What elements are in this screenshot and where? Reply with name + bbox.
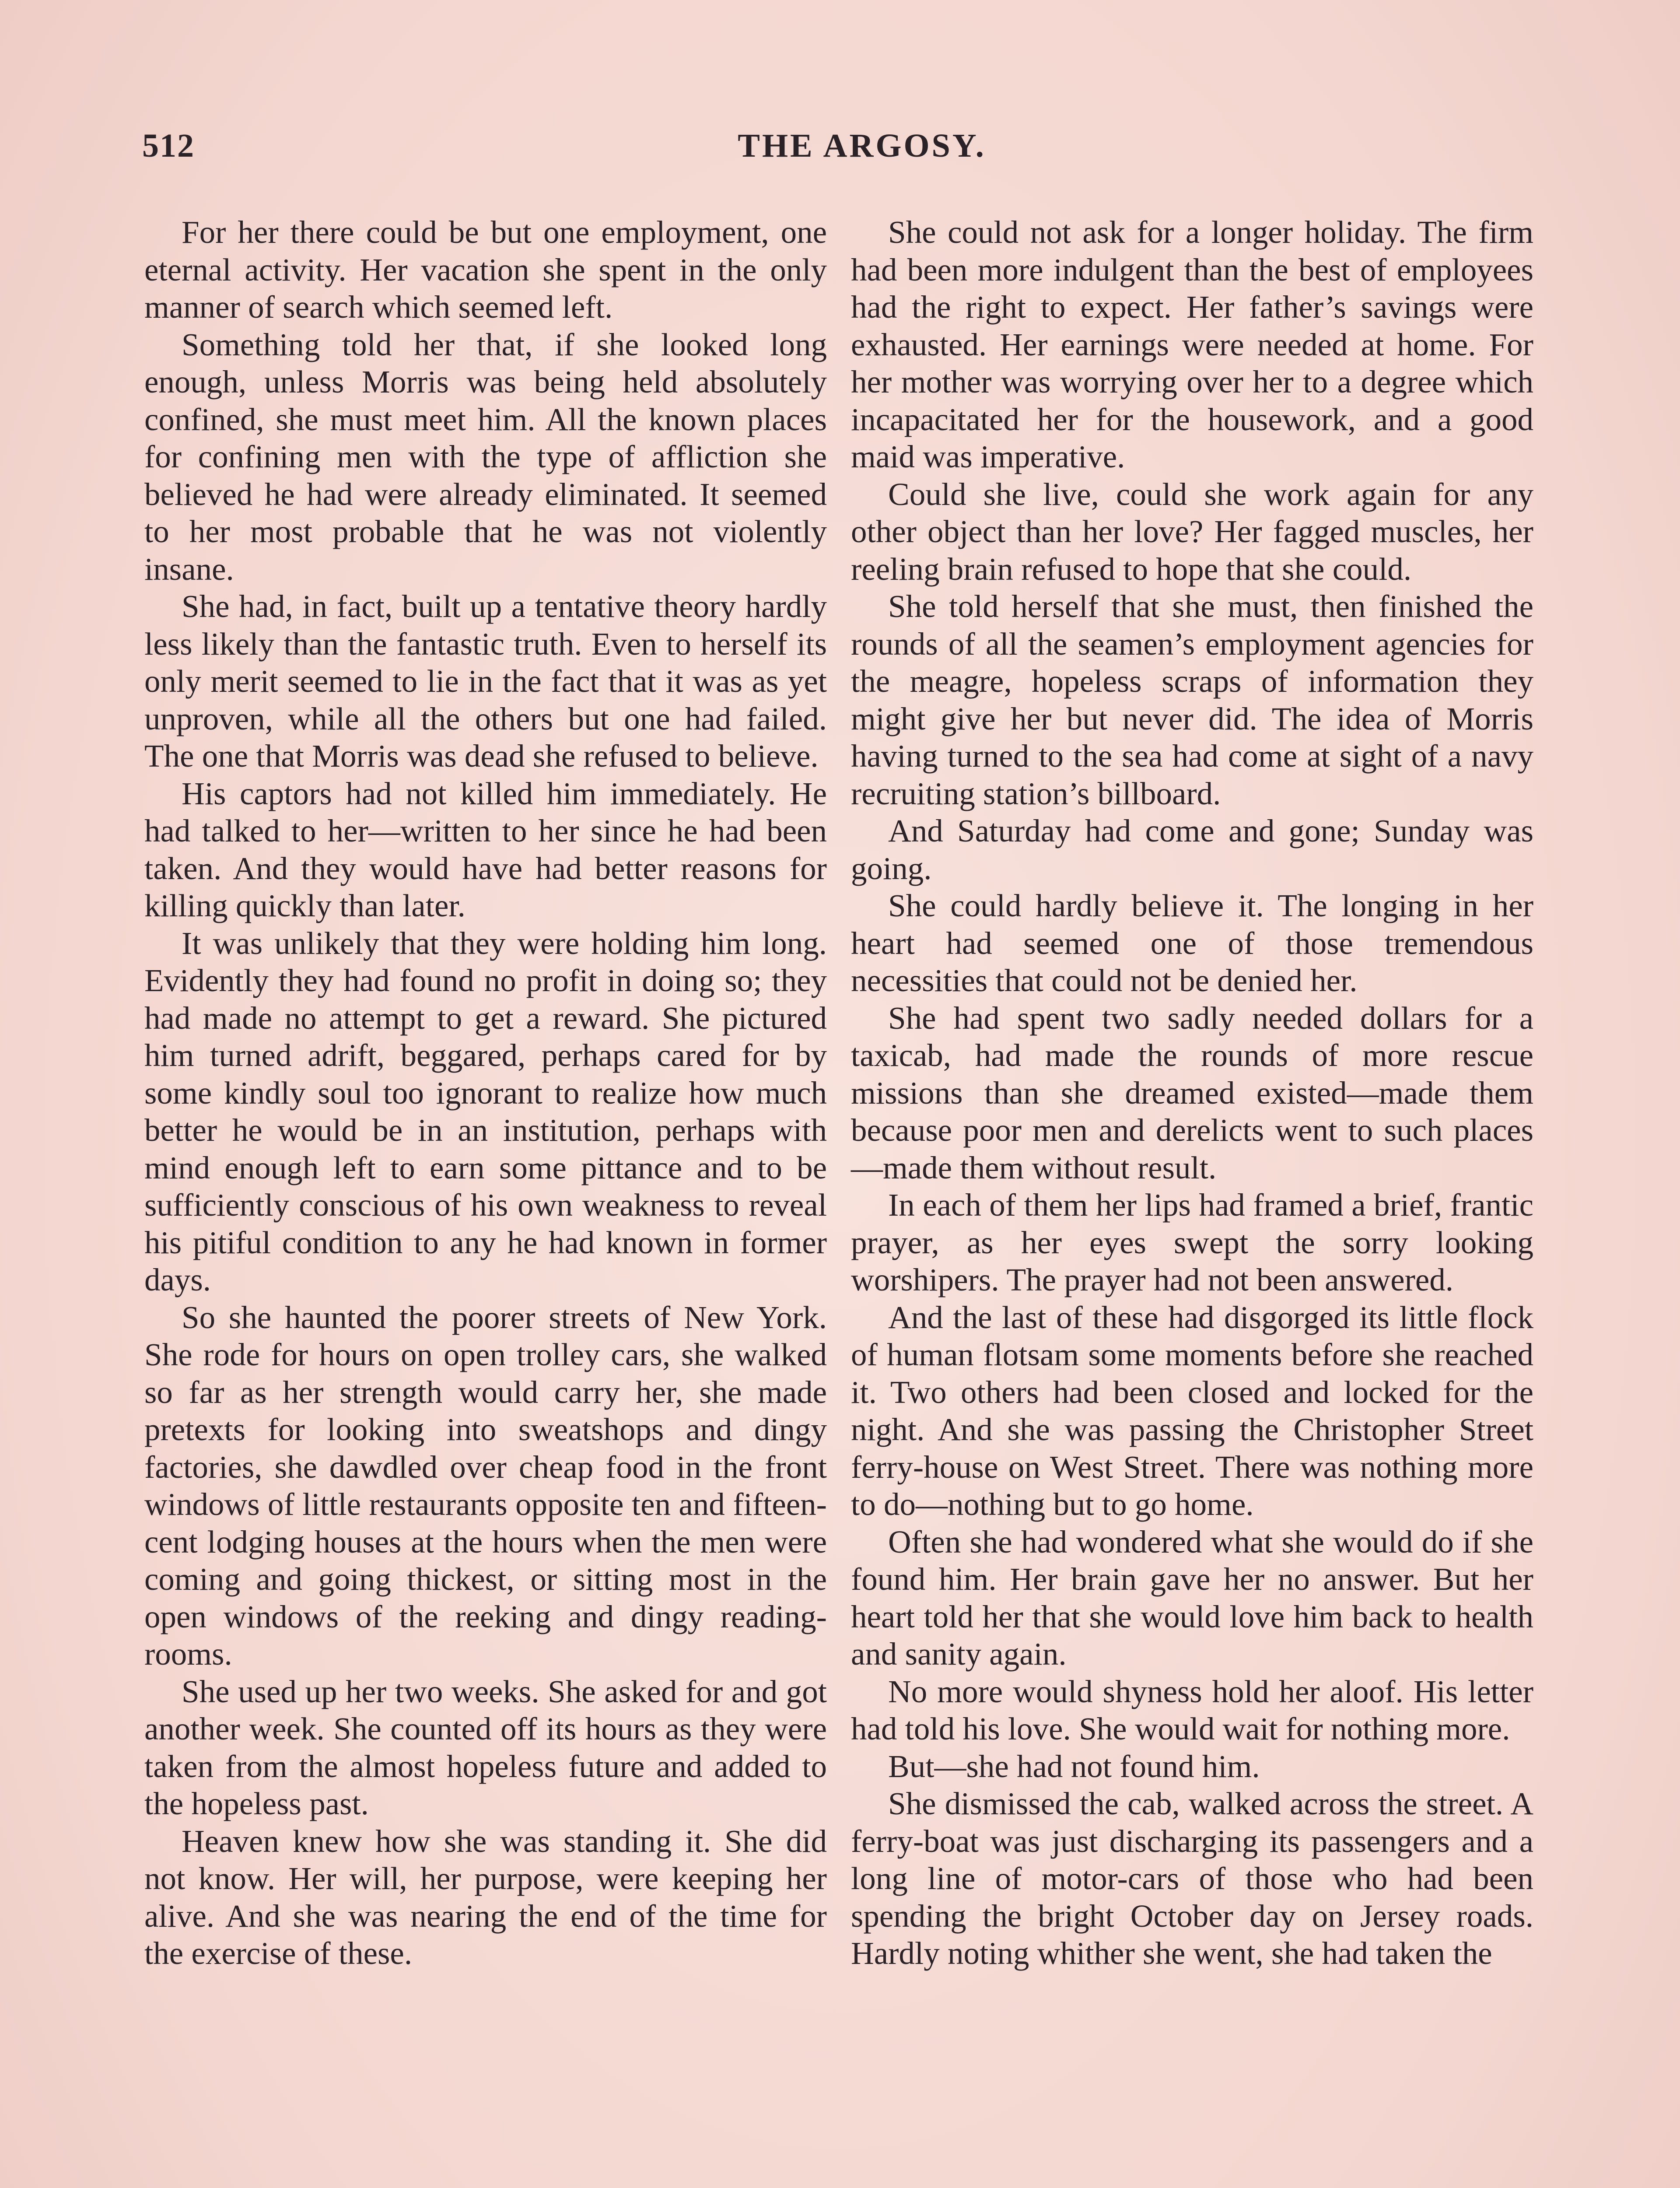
paragraph: No more would shyness hold her aloof. His letter had told his love. She would wait for nothing more. — [851, 1673, 1533, 1746]
right-column — [851, 214, 1533, 1972]
paragraph: She had spent two sadly needed dollars for a taxicab, had made the rounds of more rescue missions than she dreamed existed—made them because poor men and derelicts went to such places—made them without result. — [851, 1000, 1533, 1185]
paragraph: Something told her that, if she looked long enough, unless Morris was being held absolutely confined, she must meet him. All the known places for confining men with the type of affliction she believed he had were already eliminated. It seemed to her most probable that he was not violently insane. — [144, 326, 827, 587]
left-column — [144, 214, 827, 1972]
paragraph: Could she live, could she work again for any other object than her love? Her fagged muscles, her reeling brain refused to hope that she could. — [851, 476, 1533, 587]
paragraph: For her there could be but one employment, one eternal activity. Her vacation she spent in the only manner of search which seemed left. — [144, 214, 827, 325]
paragraph: It was unlikely that they were holding him long. Evidently they had found no profit in doing so; they had made no attempt to get a reward. She pictured him turned adrift, beggared, perhaps cared for by some kindly soul too ignorant to realize how much better he would be in an institution, perhaps with mind enough left to earn some pittance and to be sufficiently conscious of his own weakness to reveal his pitiful condition to any he had known in former days. — [144, 925, 827, 1297]
paragraph: And the last of these had disgorged its little flock of human flotsam some moments before she reached it. Two others had been closed and locked for the night. And she was passing the Christopher Street ferry-house on West Street. There was nothing more to do—nothing but to go home. — [851, 1299, 1533, 1522]
paragraph: She dismissed the cab, walked across the street. A ferry-boat was just discharging its passengers and a long line of motor-cars of those who had been spending the bright October day on Jersey roads. Hardly noting whither she went, she had taken the — [851, 1786, 1533, 1971]
page-number: 512 — [142, 127, 195, 164]
paragraph: In each of them her lips had framed a brief, frantic prayer, as her eyes swept the sorry looking worshipers. The prayer had not been answered. — [851, 1187, 1533, 1297]
paragraph: His captors had not killed him immediately. He had talked to her—written to her since he had been taken. And they would have had better reasons for killing quickly than later. — [144, 775, 827, 923]
page-header — [0, 127, 1680, 184]
paragraph: And Saturday had come and gone; Sunday was going. — [851, 813, 1533, 886]
paragraph: She told herself that she must, then finished the rounds of all the seamen’s employment agencies for the meagre, hopeless scraps of information they might give her but never did. The idea of Morris having turned to the sea had come at sight of a navy recruiting station’s billboard. — [851, 589, 1533, 811]
paragraph: But—she had not found him. — [888, 1748, 1260, 1784]
paragraph: So she haunted the poorer streets of New York. She rode for hours on open trolley cars, she walked so far as her strength would carry her, she made pretexts for looking into sweatshops and dingy factories, she dawdled over cheap food in the front windows of little restaurants opposite ten and fifteen-cent lodging houses at the hours when the men were coming and going thickest, or sitting most in the open windows of the reeking and dingy reading-rooms. — [144, 1299, 827, 1672]
running-head: THE ARGOSY. — [738, 127, 986, 164]
paragraph: Often she had wondered what she would do if she found him. Her brain gave her no answer. But her heart told her that she would love him back to health and sanity again. — [851, 1524, 1533, 1672]
paragraph: Heaven knew how she was standing it. She did not know. Her will, her purpose, were keeping her alive. And she was nearing the end of the time for the exercise of these. — [144, 1823, 827, 1971]
paragraph: She used up her two weeks. She asked for and got another week. She counted off its hours as they were taken from the almost hopeless future and added to the hopeless past. — [144, 1673, 827, 1821]
paragraph: She had, in fact, built up a tentative theory hardly less likely than the fantastic truth. Even to herself its only merit seemed to lie in the fact that it was as yet unproven, while all the others but one had failed. The one that Morris was dead she refused to believe. — [144, 589, 827, 774]
paragraph: She could hardly believe it. The longing in her heart had seemed one of those tremendous necessities that could not be denied her. — [851, 888, 1533, 998]
paragraph: She could not ask for a longer holiday. The firm had been more indulgent than the best of employees had the right to expect. Her father’s savings were exhausted. Her earnings were needed at home. For her mother was worrying over her to a degree which incapacitated her for the housework, and a good maid was imperative. — [851, 214, 1533, 474]
